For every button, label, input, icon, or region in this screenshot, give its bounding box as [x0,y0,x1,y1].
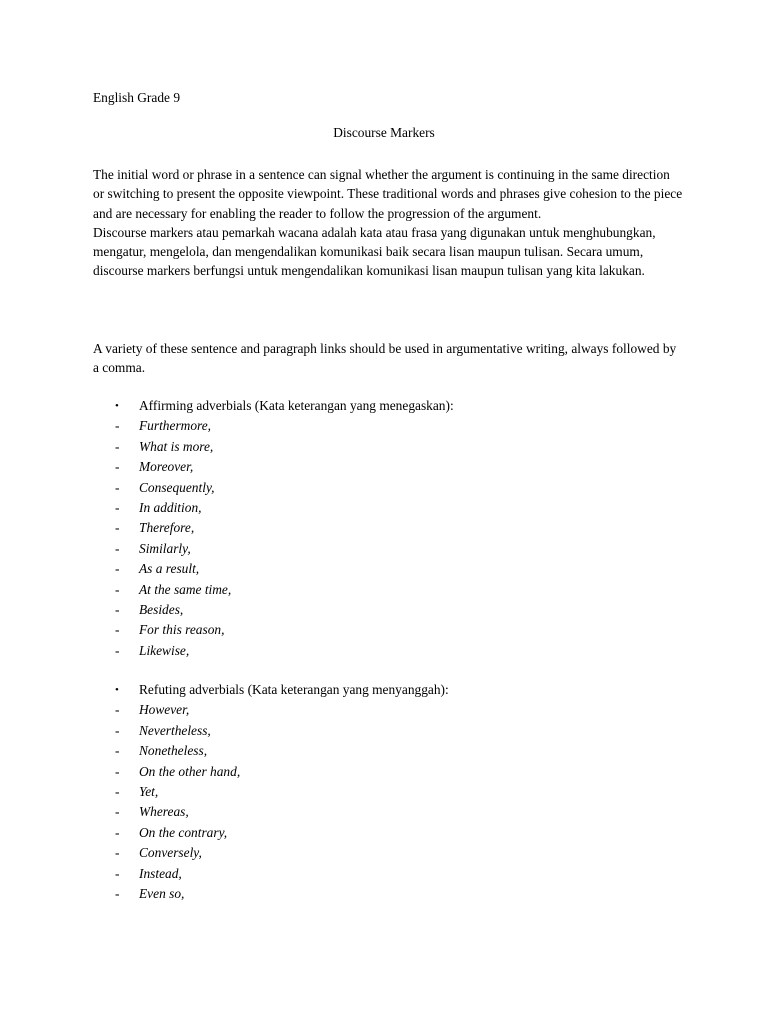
list-item-text: Therefore, [139,520,195,536]
dash-icon: - [115,783,120,799]
page-title: Discourse Markers [333,125,435,140]
dash-icon: - [115,722,120,738]
intro-paragraph [93,165,683,281]
affirming-list [93,396,454,661]
dash-icon: - [115,479,120,495]
refuting-list [93,680,449,904]
dash-icon: - [115,561,120,577]
list-item-text: On the contrary, [139,824,228,840]
list-item-text: Similarly, [139,540,191,556]
list-item [93,823,449,843]
list-item-text: In addition, [139,499,202,515]
list-item [93,884,449,904]
list-item [93,700,449,720]
list-item-text: Instead, [139,865,182,881]
dash-icon: - [115,581,120,597]
list-item [93,641,454,661]
list-item-text: Besides, [139,601,184,617]
list-item [93,559,454,579]
list-item [93,518,454,538]
list-item [93,437,454,457]
bullet-icon: • [115,684,119,696]
list-item [93,498,454,518]
list-item [93,457,454,477]
list-item-text: Conversely, [139,845,202,861]
intro-indonesian: Discourse markers atau pemarkah wacana adalah kata atau frasa yang digunakan untuk menghubungkan, mengatur, mengelola, dan mengendalikan komunikasi baik secara lisan maupun tulisan. Secara umum, discourse markers berfungsi untuk mengendalikan komunikasi lisan maupun tulisan yang kita lakukan. [93,224,656,279]
list-item [93,802,449,822]
dash-icon: - [115,622,120,638]
refuting-heading [93,680,449,700]
list-item-text: What is more, [139,438,214,454]
dash-icon: - [115,824,120,840]
list-item-text: For this reason, [139,622,225,638]
bullet-icon: • [115,400,119,412]
dash-icon: - [115,459,120,475]
dash-icon: - [115,743,120,759]
affirming-heading [93,396,454,416]
list-item [93,741,449,761]
dash-icon: - [115,702,120,718]
course-heading: English Grade 9 [93,90,181,105]
list-item-text: Whereas, [139,804,189,820]
list-item [93,762,449,782]
dash-icon: - [115,601,120,617]
list-item-text: Nonetheless, [139,743,208,759]
dash-icon: - [115,520,120,536]
list-item-text: Yet, [139,783,159,799]
dash-icon: - [115,885,120,901]
dash-icon: - [115,499,120,515]
intro-english: The initial word or phrase in a sentence can signal whether the argument is continuing in the same direction or switching to present the opposite viewpoint. These traditional words and phrases give cohesion to the piece and are necessary for enabling the reader to follow the progression of the argument. [93,167,683,221]
list-item [93,843,449,863]
list-item [93,620,454,640]
list-item-text: However, [139,702,190,718]
dash-icon: - [115,418,120,434]
dash-icon: - [115,763,120,779]
list-item-text: At the same time, [139,581,232,597]
dash-icon: - [115,865,120,881]
list-item [93,600,454,620]
list-item-text: Consequently, [139,479,215,495]
dash-icon: - [115,540,120,556]
list-item-text: Nevertheless, [139,722,211,738]
dash-icon: - [115,845,120,861]
list-item-text: Likewise, [139,642,190,658]
list-item [93,721,449,741]
dash-icon: - [115,804,120,820]
dash-icon: - [115,438,120,454]
list-item [93,416,454,436]
list-item [93,864,449,884]
list-item [93,478,454,498]
usage-note: A variety of these sentence and paragraph links should be used in argumentative writing, always followed by a comma. [93,341,677,375]
refuting-heading-text: Refuting adverbials (Kata keterangan yang menyanggah): [139,682,449,697]
affirming-heading-text: Affirming adverbials (Kata keterangan yang menegaskan): [139,398,454,413]
list-item-text: On the other hand, [139,763,241,779]
list-item [93,580,454,600]
list-item-text: As a result, [139,561,200,577]
list-item-text: Furthermore, [139,418,212,434]
list-item-text: Even so, [139,885,185,901]
list-item-text: Moreover, [139,459,194,475]
list-item [93,539,454,559]
dash-icon: - [115,642,120,658]
list-item [93,782,449,802]
